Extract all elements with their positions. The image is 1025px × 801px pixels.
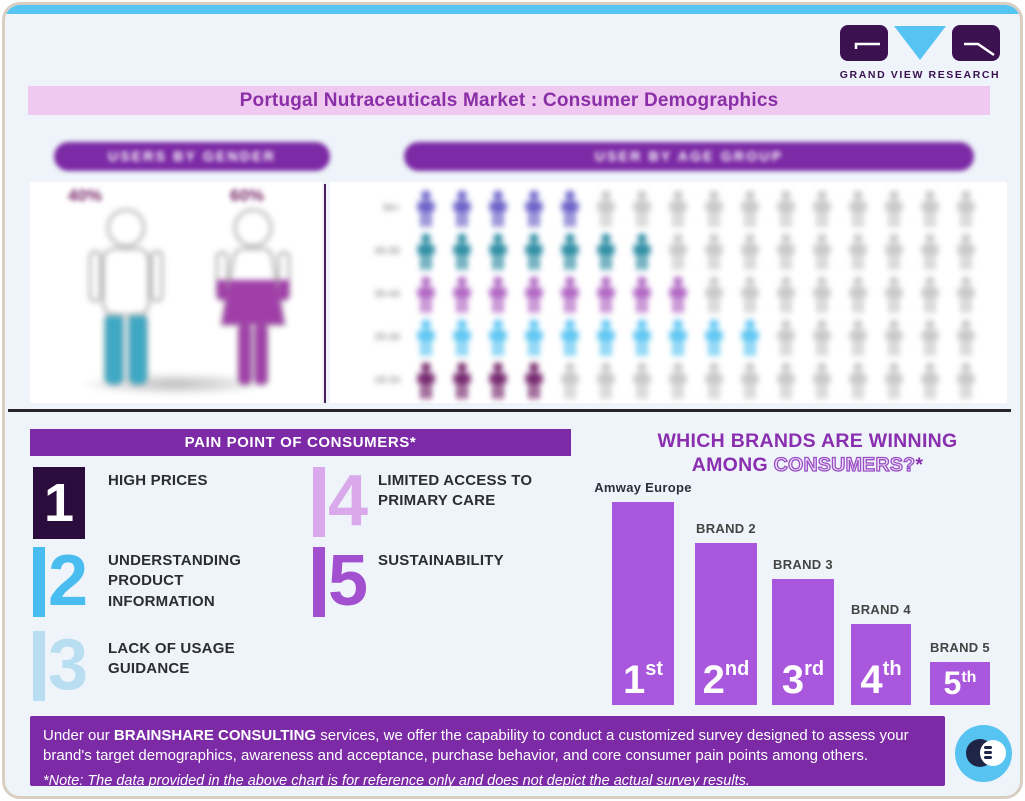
person-icon: [517, 362, 551, 400]
person-icon: [625, 362, 659, 400]
person-icon: [733, 190, 767, 228]
number-glyph: 3: [48, 625, 89, 705]
person-icon: [697, 319, 731, 357]
brand-bar: [612, 502, 674, 705]
age-section-header: USER BY AGE GROUP: [404, 142, 974, 171]
person-icon: [589, 319, 623, 357]
person-icon: [913, 362, 947, 400]
pain-item-label: LIMITED ACCESS TO PRIMARY CARE: [378, 472, 533, 510]
person-icon: [409, 233, 443, 271]
number-1-icon: 1: [33, 467, 85, 539]
person-icon: [589, 190, 623, 228]
age-row: [330, 316, 1007, 359]
rank-label: 4th: [860, 658, 902, 702]
person-icon: [769, 233, 803, 271]
person-icon: [733, 319, 767, 357]
gender-chart-panel: [30, 182, 322, 403]
person-icon: [517, 276, 551, 314]
footer-text-bold: BRAINSHARE CONSULTING: [113, 727, 317, 744]
brand-bar: [772, 579, 834, 705]
pain-item-label: UNDERSTANDING PRODUCT INFORMATION: [108, 552, 242, 610]
person-icon: [445, 276, 479, 314]
brand-bar: [695, 543, 757, 705]
age-pictograph: [330, 187, 1007, 402]
person-icon: [949, 319, 983, 357]
brand-name-label: BRAND 5: [930, 640, 990, 655]
number-glyph: 4: [328, 461, 369, 541]
person-icon: [949, 276, 983, 314]
person-icon: [553, 362, 587, 400]
person-icon: [841, 233, 875, 271]
person-icon: [949, 233, 983, 271]
person-icon: [445, 190, 479, 228]
person-icon: [481, 276, 515, 314]
age-row: [330, 359, 1007, 402]
age-row-figures: [409, 319, 983, 357]
infographic-card: [2, 2, 1023, 799]
person-icon: [589, 362, 623, 400]
pain-item-label: LACK OF USAGE GUIDANCE: [108, 640, 235, 678]
number-2-icon: [33, 541, 89, 621]
pain-points-header: PAIN POINT OF CONSUMERS*: [30, 429, 571, 456]
person-icon: [589, 233, 623, 271]
person-icon: [553, 233, 587, 271]
number-bar: [313, 467, 325, 537]
footer-text: [43, 727, 909, 764]
number-4-icon: [313, 461, 369, 541]
brand-name-label: BRAND 2: [696, 521, 756, 536]
person-icon: [409, 362, 443, 400]
person-icon: [589, 276, 623, 314]
page-title: Portugal Nutraceuticals Market : Consumer Demographics: [28, 86, 990, 115]
person-icon: [697, 276, 731, 314]
person-icon: [661, 362, 695, 400]
person-icon: [625, 190, 659, 228]
person-icon: [445, 362, 479, 400]
rank-label: 3rd: [781, 658, 825, 702]
person-icon: [661, 276, 695, 314]
person-icon: [409, 276, 443, 314]
consulting-icon-light-circle: [980, 740, 1006, 766]
person-icon: [733, 362, 767, 400]
person-icon: [697, 233, 731, 271]
person-icon: [805, 319, 839, 357]
number-bar: [33, 631, 45, 701]
consulting-icon: [955, 725, 1012, 782]
age-row-figures: [409, 190, 983, 228]
person-icon: [517, 190, 551, 228]
person-icon: [949, 362, 983, 400]
age-row: [330, 230, 1007, 273]
number-bar: [313, 547, 325, 617]
gender-section-header: USERS BY GENDER: [54, 142, 330, 171]
person-icon: [877, 233, 911, 271]
age-row-figures: [409, 233, 983, 271]
brand-bar: [930, 662, 990, 705]
brands-heading: [600, 429, 1015, 477]
person-icon: [877, 276, 911, 314]
rank-label: 5th: [943, 665, 977, 701]
person-icon: [409, 319, 443, 357]
consulting-icon-dots: [984, 746, 992, 749]
female-figure-icon: [198, 208, 308, 388]
female-percentage: 60%: [230, 186, 265, 205]
footer-banner: [30, 716, 945, 789]
male-figure-icon: [76, 208, 176, 388]
person-icon: [913, 319, 947, 357]
person-icon: [553, 276, 587, 314]
person-icon: [445, 233, 479, 271]
person-icon: [517, 319, 551, 357]
person-icon: [805, 362, 839, 400]
logo-wordmark: GRAND VIEW RESEARCH: [839, 69, 1001, 81]
person-icon: [733, 233, 767, 271]
person-icon: [733, 276, 767, 314]
person-icon: [841, 276, 875, 314]
footer-text-after: services, we offer the capability to conduct a customized survey designed to assess your brand's target demographics, awareness and acceptance, purchase behavior, and core consumer pain points among others.: [43, 727, 909, 765]
person-icon: [697, 362, 731, 400]
person-icon: [805, 190, 839, 228]
person-icon: [553, 319, 587, 357]
age-chart-panel: [330, 182, 1007, 403]
person-icon: [841, 190, 875, 228]
person-icon: [841, 319, 875, 357]
person-icon: [769, 362, 803, 400]
top-accent-strip: [5, 5, 1020, 14]
brands-heading-consumers: CONSUMERS?: [773, 454, 916, 476]
brand-name-label: BRAND 3: [773, 557, 833, 572]
person-icon: [625, 276, 659, 314]
person-icon: [913, 233, 947, 271]
person-icon: [769, 319, 803, 357]
gvr-logo: [834, 23, 1006, 81]
person-icon: [517, 233, 551, 271]
number-3-icon: [33, 625, 89, 705]
chart-divider-line: [324, 184, 326, 403]
person-icon: [877, 362, 911, 400]
person-icon: [481, 190, 515, 228]
person-icon: [913, 190, 947, 228]
footer-note: *Note: The data provided in the above chart is for reference only and does not depict the actual survey results.: [43, 772, 750, 789]
brand-bar-chart: [594, 480, 1015, 705]
pain-item-label: SUSTAINABILITY: [378, 552, 504, 569]
age-row-label: 25-34: [374, 332, 400, 343]
brand-bar: [851, 624, 911, 705]
brands-heading-line2: [692, 454, 924, 476]
age-row-label: 35-44: [374, 289, 400, 300]
person-icon: [841, 362, 875, 400]
person-icon: [553, 190, 587, 228]
age-row: [330, 187, 1007, 230]
rank-label: 1st: [622, 658, 664, 702]
number-5-icon: [313, 541, 369, 621]
number-glyph: 5: [328, 541, 369, 621]
person-icon: [481, 319, 515, 357]
person-icon: [769, 190, 803, 228]
brand-name-label: BRAND 4: [851, 602, 911, 617]
age-row-label: 45-55: [374, 246, 400, 257]
person-icon: [877, 319, 911, 357]
male-percentage: 40%: [68, 186, 103, 205]
person-icon: [877, 190, 911, 228]
person-icon: [769, 276, 803, 314]
brands-heading-among: AMONG: [691, 454, 774, 476]
person-icon: [805, 276, 839, 314]
age-row-figures: [409, 362, 983, 400]
footer-text-before: Under our: [43, 727, 114, 744]
person-icon: [625, 319, 659, 357]
person-icon: [481, 362, 515, 400]
person-icon: [445, 319, 479, 357]
person-icon: [949, 190, 983, 228]
age-row-label: 50+: [383, 203, 400, 214]
person-icon: [913, 276, 947, 314]
age-row-label: 18-24: [374, 375, 400, 386]
rank-label: 2nd: [702, 658, 750, 702]
person-icon: [805, 233, 839, 271]
age-row: [330, 273, 1007, 316]
person-icon: [409, 190, 443, 228]
age-row-figures: [409, 276, 983, 314]
person-icon: [697, 190, 731, 228]
gvr-logo-icon: [840, 23, 1000, 63]
brand-name-label: Amway Europe: [594, 480, 692, 495]
pain-item-label: HIGH PRICES: [108, 472, 208, 489]
person-icon: [625, 233, 659, 271]
brands-heading-asterisk: *: [915, 454, 924, 476]
horizontal-divider: [8, 409, 1011, 412]
person-icon: [661, 233, 695, 271]
person-icon: [661, 319, 695, 357]
number-glyph: 2: [48, 541, 89, 621]
person-icon: [661, 190, 695, 228]
person-icon: [481, 233, 515, 271]
number-bar: [33, 547, 45, 617]
brands-heading-line1: WHICH BRANDS ARE WINNING: [657, 430, 958, 452]
